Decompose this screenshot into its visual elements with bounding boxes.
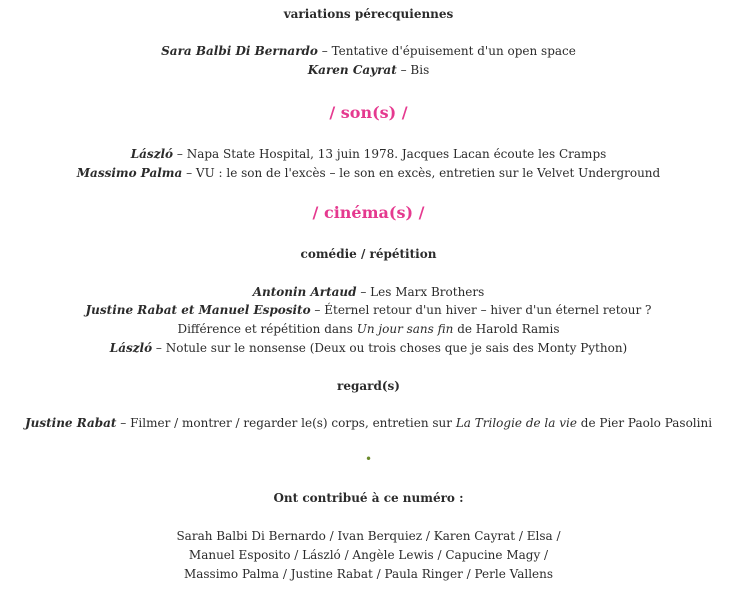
- work-title: La Trilogie de la vie: [455, 416, 577, 430]
- entry-separator: –: [356, 285, 371, 299]
- entry-separator: –: [152, 341, 166, 355]
- entry-author: Massimo Palma: [76, 166, 183, 180]
- entry-separator: –: [317, 44, 332, 58]
- entry-title: Tentative d'épuisement d'un open space: [331, 44, 576, 58]
- entry-separator: –: [310, 303, 325, 317]
- entry-author: Karen Cayrat: [307, 63, 397, 77]
- film-title: Un jour sans fin: [356, 322, 454, 336]
- toc-entry: [0, 340, 737, 356]
- subsection-heading-regards: regard(s): [337, 379, 400, 393]
- contributors-heading: Ont contribué à ce numéro :: [273, 491, 464, 505]
- toc-entry: [0, 43, 737, 59]
- section-title-cinema: / cinéma(s) /: [312, 203, 425, 222]
- entry-author: Antonin Artaud: [252, 285, 357, 299]
- entry-separator: –: [396, 63, 411, 77]
- entry-text: de Harold Ramis: [453, 322, 560, 336]
- entry-text: de Pier Paolo Pasolini: [576, 416, 713, 430]
- toc-entry: [0, 415, 737, 431]
- toc-entry: [0, 146, 737, 162]
- entry-author: Sara Balbi Di Bernardo: [161, 44, 318, 58]
- contributors-line: Sarah Balbi Di Bernardo / Ivan Berquiez / Karen Cayrat / Elsa /: [176, 529, 561, 543]
- contributors-line: Manuel Esposito / László / Angèle Lewis / Capucine Magy /: [188, 548, 549, 562]
- bullet-separator: •: [364, 452, 373, 466]
- entry-separator: –: [182, 166, 196, 180]
- toc-entry: [0, 165, 737, 181]
- entry-separator: –: [173, 147, 187, 161]
- toc-entry: [0, 284, 737, 300]
- entry-title: Bis: [410, 63, 430, 77]
- entry-title: Les Marx Brothers: [370, 285, 485, 299]
- entry-separator: –: [116, 416, 131, 430]
- subsection-heading-comedie: comédie / répétition: [300, 247, 437, 261]
- toc-entry: [0, 62, 737, 78]
- entry-author: László: [130, 147, 174, 161]
- entry-author: Justine Rabat: [24, 416, 117, 430]
- entry-title: Notule sur le nonsense (Deux ou trois choses que je sais des Monty Python): [165, 341, 628, 355]
- entry-title: Éternel retour d'un hiver – hiver d'un éternel retour ?: [324, 303, 652, 317]
- entry-title: VU : le son de l'excès – le son en excès, entretien sur le Velvet Underground: [195, 166, 661, 180]
- contributors-line: Massimo Palma / Justine Rabat / Paula Ringer / Perle Vallens: [183, 567, 554, 581]
- entry-text: Différence et répétition dans: [177, 322, 357, 336]
- entry-title: Napa State Hospital, 13 juin 1978. Jacques Lacan écoute les Cramps: [186, 147, 607, 161]
- entry-title: Filmer / montrer / regarder le(s) corps, entretien sur: [130, 416, 456, 430]
- entry-author: Justine Rabat et Manuel Esposito: [85, 303, 311, 317]
- toc-entry: [0, 302, 737, 318]
- entry-author: László: [109, 341, 153, 355]
- section-title-sons: / son(s) /: [329, 103, 408, 122]
- toc-entry-continuation: [0, 321, 737, 337]
- section-heading-variations: variations pérecquiennes: [283, 7, 454, 21]
